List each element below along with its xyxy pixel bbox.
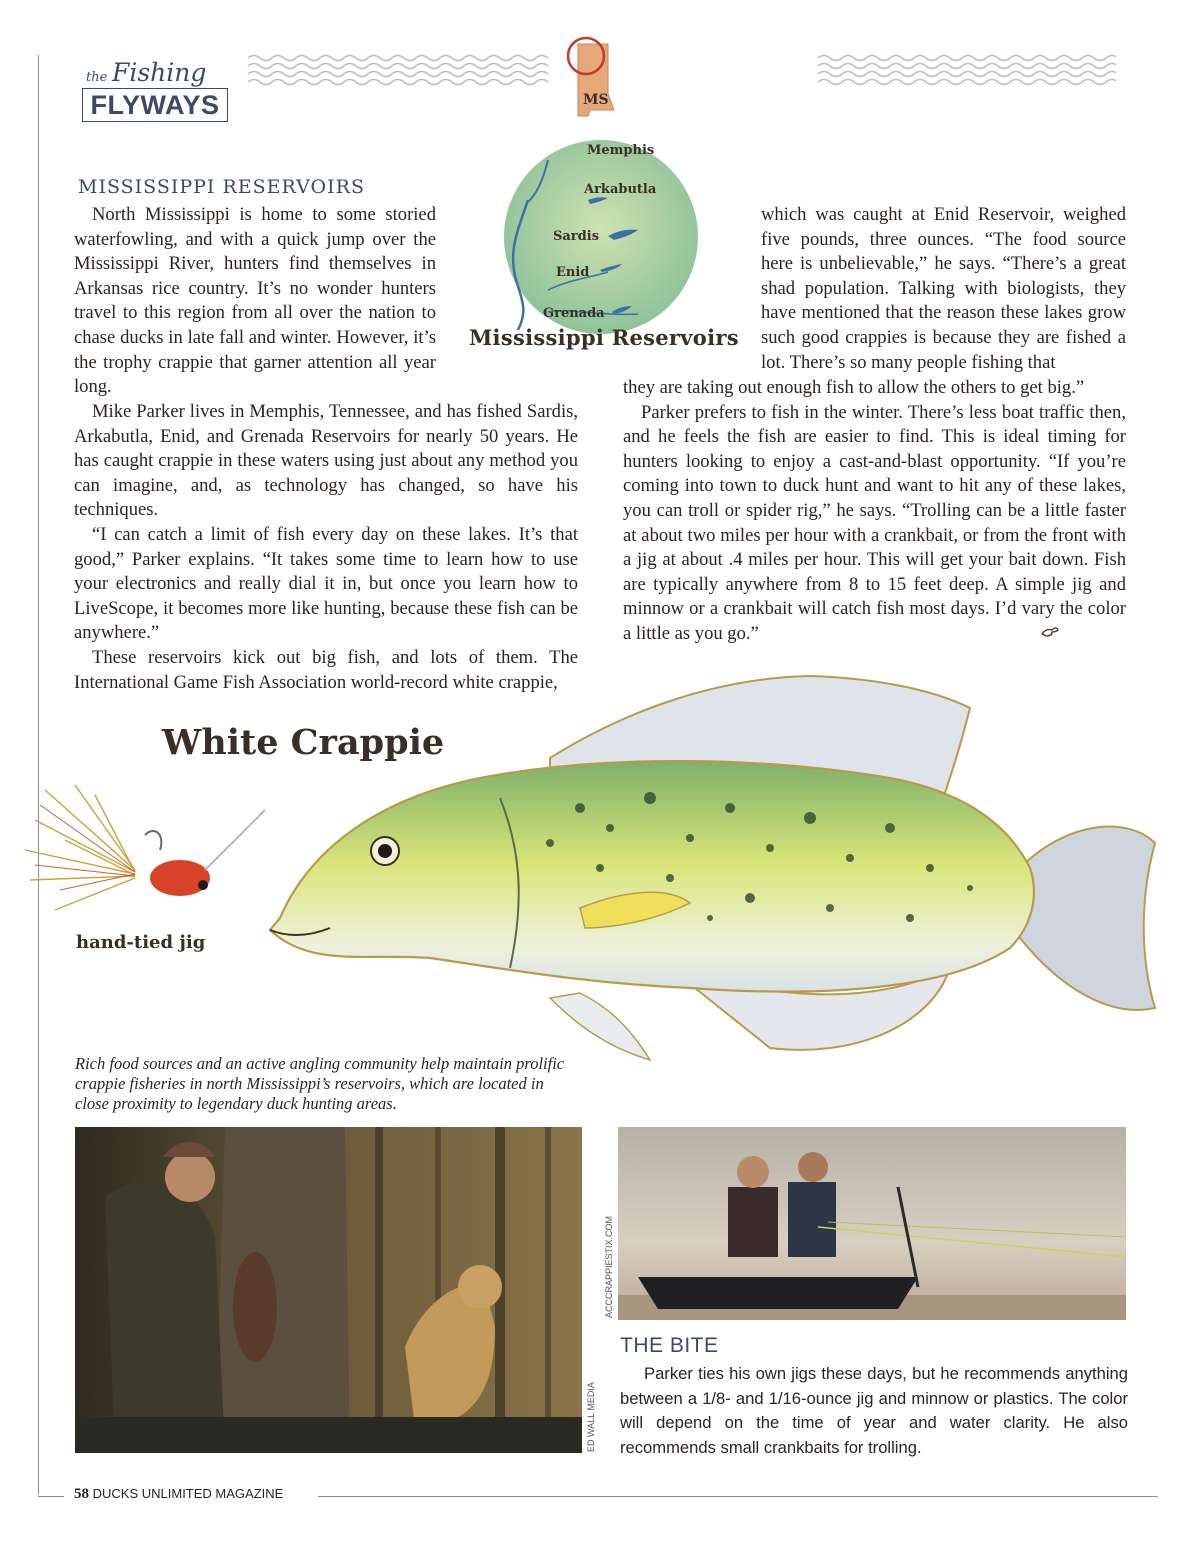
map-label-grenada: Grenada — [543, 306, 605, 321]
sidebar-paragraph: Parker ties his own jigs these days, but he recommends anything between a 1/8- and 1/16-ounce jig and minnow or plastics. The color will depend on the time of year and water clarity. He also recommends small crankbaits for trolling. — [620, 1364, 1128, 1457]
state-abbreviation: MS — [583, 92, 609, 108]
footer-rule-right — [318, 1496, 1158, 1497]
section-heading: MISSISSIPPI RESERVOIRS — [78, 176, 365, 198]
article-column-2a — [761, 203, 1126, 375]
margin-rule — [38, 55, 39, 1495]
article-column-2b — [623, 376, 1126, 647]
article-paragraph: “I can catch a limit of fish every day on these lakes. It’s that good,” Parker explains. “It takes some time to learn how to use your electronics and really dial it in, but once you learn how to LiveScope, it becomes more like hunting, because these fish can be anywhere.” — [74, 523, 578, 644]
jig-label: hand-tied jig — [76, 932, 206, 953]
map-label-sardis: Sardis — [553, 229, 600, 244]
article-paragraph: These reservoirs kick out big fish, and lots of them. The International Game Fish Association world-record white crappie, — [74, 646, 578, 693]
article-column-1b — [74, 400, 578, 695]
photo-caption: Rich food sources and an active angling community help maintain prolific crappie fisheries in north Mississippi’s reservoirs, which are located in close proximity to legendary duck hunting areas. — [75, 1054, 565, 1113]
wave-decoration — [248, 52, 1116, 88]
mississippi-state-icon — [560, 32, 630, 122]
fishing-boat-photo-art — [618, 1127, 1126, 1320]
article-paragraph: Mike Parker lives in Memphis, Tennessee, and has fished Sardis, Arkabutla, Enid, and Grenada Reservoirs for nearly 50 years. He has caught crappie in these waters using just about any method you can imagine, and, as technology has changed, so have his techniques. — [74, 401, 578, 521]
article-paragraph: they are taking out enough fish to allow the others to get big.” — [623, 377, 1085, 398]
article-paragraph: Parker prefers to fish in the winter. There’s less boat traffic then, and he feels the fish are easier to find. This is ideal timing for hunters looking to enjoy a cast-and-blast opportunity. “If you’re coming into town to duck hunt and want to hit any of these lakes, you can troll or spider rig,” he says. “Trolling can be a little faster at about two miles per hour with a crankbait, or from the front with a jig at about .4 miles per hour. This will get your bait down. Fish are typically anywhere from 8 to 15 feet deep. A simple jig and minnow or a crankbait will catch fish most days. I’d vary the color a little as you go.” — [623, 401, 1126, 644]
photo-credit-left: ED WALL MEDIA — [586, 1382, 596, 1452]
sidebar-heading: THE BITE — [620, 1334, 719, 1357]
fish-title: White Crappie — [162, 722, 445, 763]
article-column-1a — [74, 203, 436, 400]
article-paragraph: North Mississippi is home to some storied waterfowling, and with a quick jump over the Mississippi River, hunters find themselves in Arkansas rice country. It’s no wonder hunters travel to this region from all over the nation to chase ducks in late fall and winter. However, it’s the trophy crappie that garner attention all year long. — [74, 204, 436, 398]
logo-flyways: FLYWAYS — [82, 88, 228, 122]
map-title: Mississippi Reservoirs — [469, 325, 739, 350]
photo-credit-right: ACCCRAPPIESTIX.COM — [604, 1215, 614, 1318]
map-label-enid: Enid — [556, 265, 590, 280]
hunter-dog-photo-art — [75, 1127, 582, 1453]
map-label-arkabutla: Arkabutla — [584, 182, 657, 197]
hand-tied-jig-illustration — [15, 780, 285, 930]
article-paragraph: which was caught at Enid Reservoir, weighed five pounds, three ounces. “The food source here is unbelievable,” he says. “There’s a great shad population. Talking with biologists, they have mentioned that the reason these lakes grow such good crappies is because they are fished a lot. There’s so many people fishing that — [761, 204, 1126, 373]
fishing-boat-photo — [618, 1127, 1126, 1320]
magazine-name: DUCKS UNLIMITED MAGAZINE — [92, 1486, 284, 1501]
page-number: 58 — [74, 1486, 89, 1502]
white-crappie-illustration — [250, 668, 1165, 1068]
logo-the: the — [86, 70, 108, 85]
fishing-flyways-logo — [82, 58, 228, 122]
sidebar-body — [620, 1362, 1128, 1460]
map-label-memphis: Memphis — [587, 143, 655, 158]
end-mark-duck-icon — [1040, 626, 1060, 640]
logo-fishing: Fishing — [112, 58, 207, 87]
footer-rule-left — [38, 1496, 64, 1497]
page-footer — [74, 1486, 283, 1503]
hunter-dog-photo — [75, 1127, 582, 1453]
